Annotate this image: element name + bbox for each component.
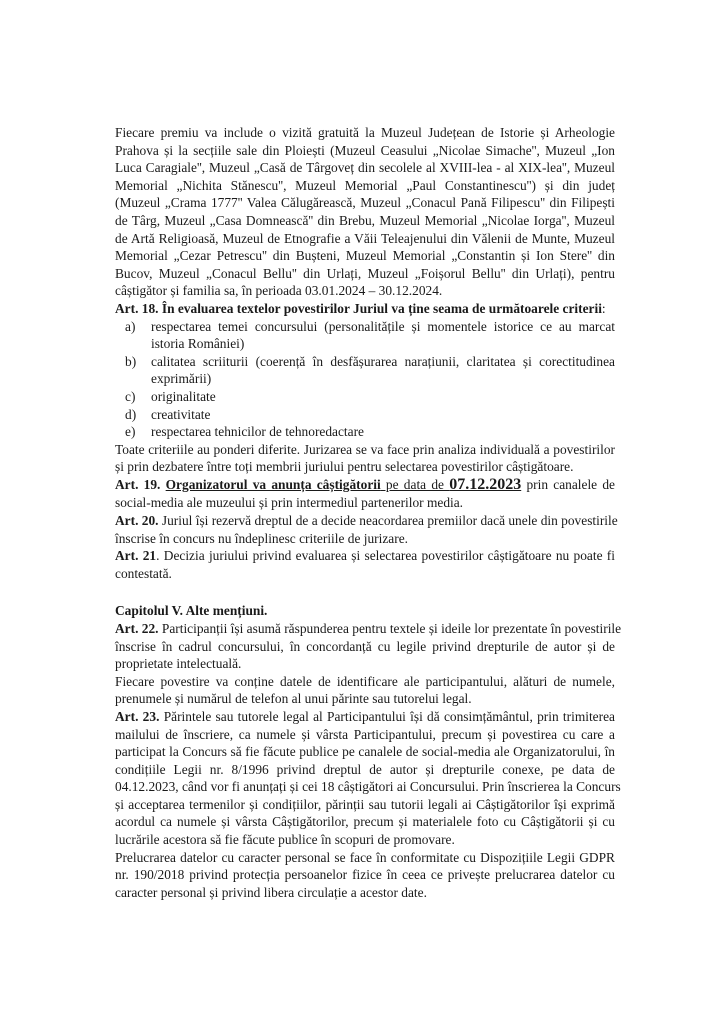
list-item [115, 388, 615, 406]
article-text: Părintele sau tutorele legal al Participantului își dă consimțământul, prin trimiterea [163, 708, 615, 724]
art20 [115, 512, 618, 547]
list-label: e) [125, 424, 136, 440]
article-label: Art. 19. [115, 476, 161, 492]
art23 [115, 708, 621, 849]
text-line: și prin dezbatere între toți membrii juriului pentru selectarea povestirilor câștigătoare. [115, 459, 574, 475]
text-line: câștigător și familia sa, în perioada 03.01.2024 – 30.12.2024. [115, 283, 443, 299]
list-label: d) [125, 406, 137, 422]
text-line: calitatea scriiturii (coerență în desfășurarea narațiunii, claritatea și corectitudinea [151, 353, 615, 369]
text-line: originalitate [151, 388, 216, 404]
text-line: caracter personal și privind libera circulație a acestor date. [115, 884, 427, 900]
text-line: înscrise în concurs nu îndeplinesc criteriile de jurizare. [115, 530, 408, 546]
article-label: Art. 22. [115, 620, 159, 636]
text-line: (Muzeul „Crama 1777'' Valea Călugărească, Muzeul „Conacul Pană Filipescu'' din Filipești [115, 195, 615, 211]
criteria-note [115, 441, 615, 476]
announcement-text: Organizatorul va anunța câștigătorii [165, 476, 381, 492]
announcement-rest: prin canalele de [521, 476, 615, 492]
text-line: lucrările acestora să fie făcute publice în scopuri de promovare. [115, 832, 455, 848]
document-page [115, 124, 622, 901]
announcement-date: 07.12.2023 [449, 475, 522, 493]
art19 [115, 476, 615, 512]
text-line: exprimării) [151, 371, 212, 387]
article-text: . Decizia juriului privind evaluarea și selectarea povestirilor câștigătoare nu poate fi [156, 548, 615, 564]
text-line: Fiecare povestire va conține datele de identificare ale participantului, alături de numele, [115, 673, 615, 689]
text-line: prenumele și numărul de telefon al unui părinte sau tutorelui legal. [115, 691, 472, 707]
text-line: creativitate [151, 406, 211, 422]
article-text: Juriul își rezervă dreptul de a decide neacordarea premiilor dacă unele din povestirile [161, 512, 618, 528]
list-label: b) [125, 353, 137, 369]
text-line: Fiecare premiu va include o vizită gratuită la Muzeul Județean de Istorie și Arheologie [115, 125, 615, 140]
text-line: condițiile Legii nr. 8/1996 privind dreptul de autor și drepturile conexe, pe data de [115, 761, 615, 777]
text-line: Bucov, Muzeul „Conacul Bellu'' din Urlați, Muzeul „Foișorul Bellu'' din Urlați), pentru [115, 265, 615, 281]
text-line: istoria României) [151, 336, 245, 352]
text-line [115, 476, 615, 495]
article-label: Art. 23. [115, 708, 160, 724]
text-line [115, 547, 615, 565]
story-paragraph [115, 673, 615, 708]
text-line: proprietate intelectuală. [115, 656, 242, 672]
list-item [115, 406, 615, 424]
article-text: Participanții își asumă răspunderea pentru textele și ideile lor prezentate în povestirile [161, 620, 622, 636]
list-label: a) [125, 318, 136, 334]
list-item [115, 423, 615, 441]
text-line: și acceptarea termenilor și condițiilor, părinții sau tutorii legali ai Câștigătorilor își exprimă [115, 796, 615, 812]
text-line: participat la Concurs să fie făcute publice pe canalele de social-media ale Organizatorului, în [115, 744, 615, 760]
article-label: Art. 20. [115, 512, 159, 528]
text-line: nr. 190/2018 privind protecția persoanelor fizice în ceea ce privește prelucrarea datelor cu [115, 867, 615, 883]
chapter-title-text: Capitolul V. Alte mențiuni. [115, 603, 268, 619]
text-line: respectarea tehnicilor de tehnoredactare [151, 424, 365, 440]
text-line: respectarea temei concursului (personalitățile și momentele istorice ce au marcat [151, 318, 615, 334]
text-line: social-media ale muzeului și prin intermediul partenerilor media. [115, 495, 464, 511]
text-line: înscrise în cadrul concursului, în concordanță cu legile privind drepturile de autor și de [115, 638, 615, 654]
text-line: 04.12.2023, când vor fi anunțați și cei 18 câștigători ai Concursului. Prin înscrierea la Concurs [115, 779, 621, 795]
art18-colon: : [601, 300, 606, 316]
text-line: Memorial „Nichita Stănescu'', Muzeul Memorial „Paul Constantinescu'') și din județ [115, 177, 615, 193]
text-line [115, 512, 618, 530]
text-line [115, 620, 622, 638]
text-line [115, 708, 615, 726]
text-line: Prahova și la secțiile sale din Ploiești (Muzeul Ceasului „Nicolae Simache'', Muzeul „Ion [115, 142, 615, 158]
text-line: de Târg, Muzeul „Casa Domnească'' din Brebu, Muzeul Memorial „Nicolae Iorga'', Muzeul [115, 212, 615, 228]
text-line: acordul ca numele și vârsta Câștigătorilor, precum și materialele foto cu Câștigătorii și cu [115, 814, 615, 830]
text-line: Toate criteriile au ponderi diferite. Jurizarea se va face prin analiza individuală a povestirilor [115, 441, 615, 457]
art18-heading [115, 300, 615, 318]
text-line: Memorial „Cezar Petrescu'' din Bușteni, Muzeul Memorial „Constantin și Ion Stere'' din [115, 248, 615, 264]
list-item [115, 318, 615, 353]
announcement-mid: pe data de [380, 476, 450, 492]
prize-paragraph [115, 124, 615, 300]
chapter-title [115, 602, 615, 620]
text-line: Luca Caragiale'', Muzeul „Casă de Târgoveț din secolele al XVIII-lea - al XIX-lea'', Muzeul [115, 160, 615, 176]
article-label: Art. 21 [115, 548, 157, 564]
art22 [115, 620, 622, 673]
art21 [115, 547, 615, 582]
art18-heading-text: Art. 18. În evaluarea textelor povestirilor Juriul va ține seama de următoarele criterii [115, 300, 602, 316]
gdpr-paragraph [115, 849, 615, 902]
list-item [115, 353, 615, 388]
text-line: Prelucrarea datelor cu caracter personal se face în conformitate cu Dispozițiile Legii GDPR [115, 849, 615, 865]
text-line: contestată. [115, 565, 172, 581]
criteria-list [115, 318, 615, 441]
text-line: mailului de înscriere, ca numele și vârsta Participantului, precum și povestirea cu care a [115, 726, 615, 742]
text-line: de Artă Religioasă, Muzeul de Etnografie a Văii Teleajenului din Vălenii de Munte, Muzeul [115, 230, 615, 246]
list-label: c) [125, 388, 136, 404]
